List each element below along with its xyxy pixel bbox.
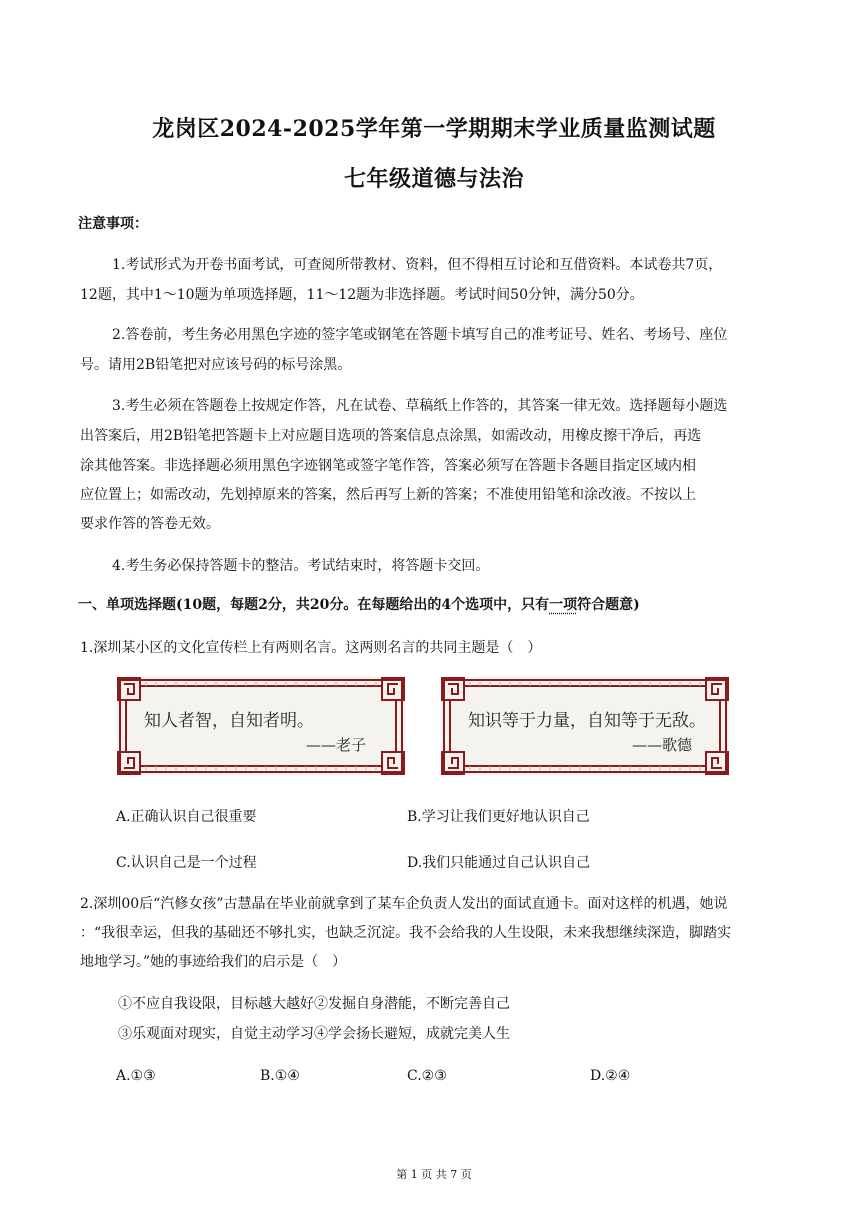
notice-item-4-line-1: 4.考生务必保持答题卡的整洁。考试结束时，将答题卡交回。: [112, 558, 490, 574]
question-2-stem-line-3: 地地学习。”她的事迹给我们的启示是（ ）: [80, 954, 347, 970]
quote-1-text: 知人者智，自知者明。: [144, 711, 314, 731]
question-2-stem-line-2: ：“我很幸运，但我的基础还不够扎实，也缺乏沉淀。我不会给我的人生设限，未来我想继续深造，脚踏实: [80, 925, 732, 941]
q2-option-d[interactable]: D.②④: [590, 1068, 631, 1084]
quote-frame-2: [440, 676, 730, 776]
q1-option-a[interactable]: A.正确认识自己很重要: [116, 809, 257, 825]
question-2-stem-line-1: 2.深圳00后“汽修女孩”古慧晶在毕业前就拿到了某车企负责人发出的面试直通卡。面对这样的机遇，她说: [80, 896, 728, 912]
q1-option-b[interactable]: B.学习让我们更好地认识自己: [407, 809, 590, 825]
section-heading-prefix: 一、单项选择题(10题，每题2分，共20分。在每题给出的4个选项中，只有: [78, 597, 550, 613]
page-number: 第 1 页 共 7 页: [396, 1168, 472, 1181]
notice-item-3-line-2: 出答案后，用2B铅笔把答题卡上对应题目选项的答案信息点涂黑，如需改动，用橡皮擦干净后，再选: [80, 428, 702, 444]
notice-item-3-line-3: 涂其他答案。非选择题必须用黑色字迹钢笔或签字笔作答，答案必须写在答题卡各题目指定区域内相: [80, 458, 696, 474]
q2-option-b[interactable]: B.①④: [260, 1068, 300, 1084]
q2-statements-line-2: ③乐观面对现实，自觉主动学习④学会扬长避短，成就完美人生: [118, 1026, 510, 1042]
section-heading-emphasis: 一项: [549, 597, 578, 613]
section-1-heading: [78, 594, 640, 614]
q2-option-a[interactable]: A.①③: [116, 1068, 156, 1084]
notice-item-1-line-2: 12题，其中1～10题为单项选择题，11～12题为非选择题。考试时间50分钟，满分50分。: [80, 287, 644, 303]
q2-statements-line-1: ①不应自我设限，目标越大越好②发掘自身潜能，不断完善自己: [118, 996, 510, 1012]
notice-heading: 注意事项：: [78, 216, 148, 232]
quote-2-text: 知识等于力量，自知等于无敌。: [468, 711, 706, 731]
exam-subtitle: 七年级道德与法治: [343, 166, 524, 192]
q1-option-c[interactable]: C.认识自己是一个过程: [116, 855, 257, 871]
q1-option-d[interactable]: D.我们只能通过自己认识自己: [407, 855, 591, 871]
quote-1-author: ——老子: [306, 736, 367, 754]
quote-frame-1: [116, 676, 406, 776]
section-heading-suffix: 符合题意): [577, 597, 640, 613]
q2-option-c[interactable]: C.②③: [407, 1068, 447, 1084]
question-1-stem: 1.深圳某小区的文化宣传栏上有两则名言。这两则名言的共同主题是（ ）: [80, 640, 542, 656]
exam-title: 龙岗区2024-2025学年第一学期期末学业质量监测试题: [152, 116, 716, 142]
notice-item-1-line-1: 1.考试形式为开卷书面考试，可查阅所带教材、资料，但不得相互讨论和互借资料。本试卷共7页，: [112, 257, 723, 273]
notice-item-3-line-1: 3.考生必须在答题卷上按规定作答，凡在试卷、草稿纸上作答的，其答案一律无效。选择题每小题选: [112, 398, 728, 414]
notice-item-2-line-1: 2.答卷前，考生务必用黑色字迹的签字笔或钢笔在答题卡填写自己的准考证号、姓名、考场号、座位: [112, 327, 728, 343]
notice-item-2-line-2: 号。请用2B铅笔把对应该号码的标号涂黑。: [80, 357, 352, 373]
quote-2-author: ——歌德: [632, 736, 693, 754]
notice-item-3-line-5: 要求作答的答卷无效。: [80, 516, 220, 532]
notice-item-3-line-4: 应位置上；如需改动，先划掉原来的答案，然后再写上新的答案；不准使用铅笔和涂改液。不按以上: [80, 487, 696, 503]
